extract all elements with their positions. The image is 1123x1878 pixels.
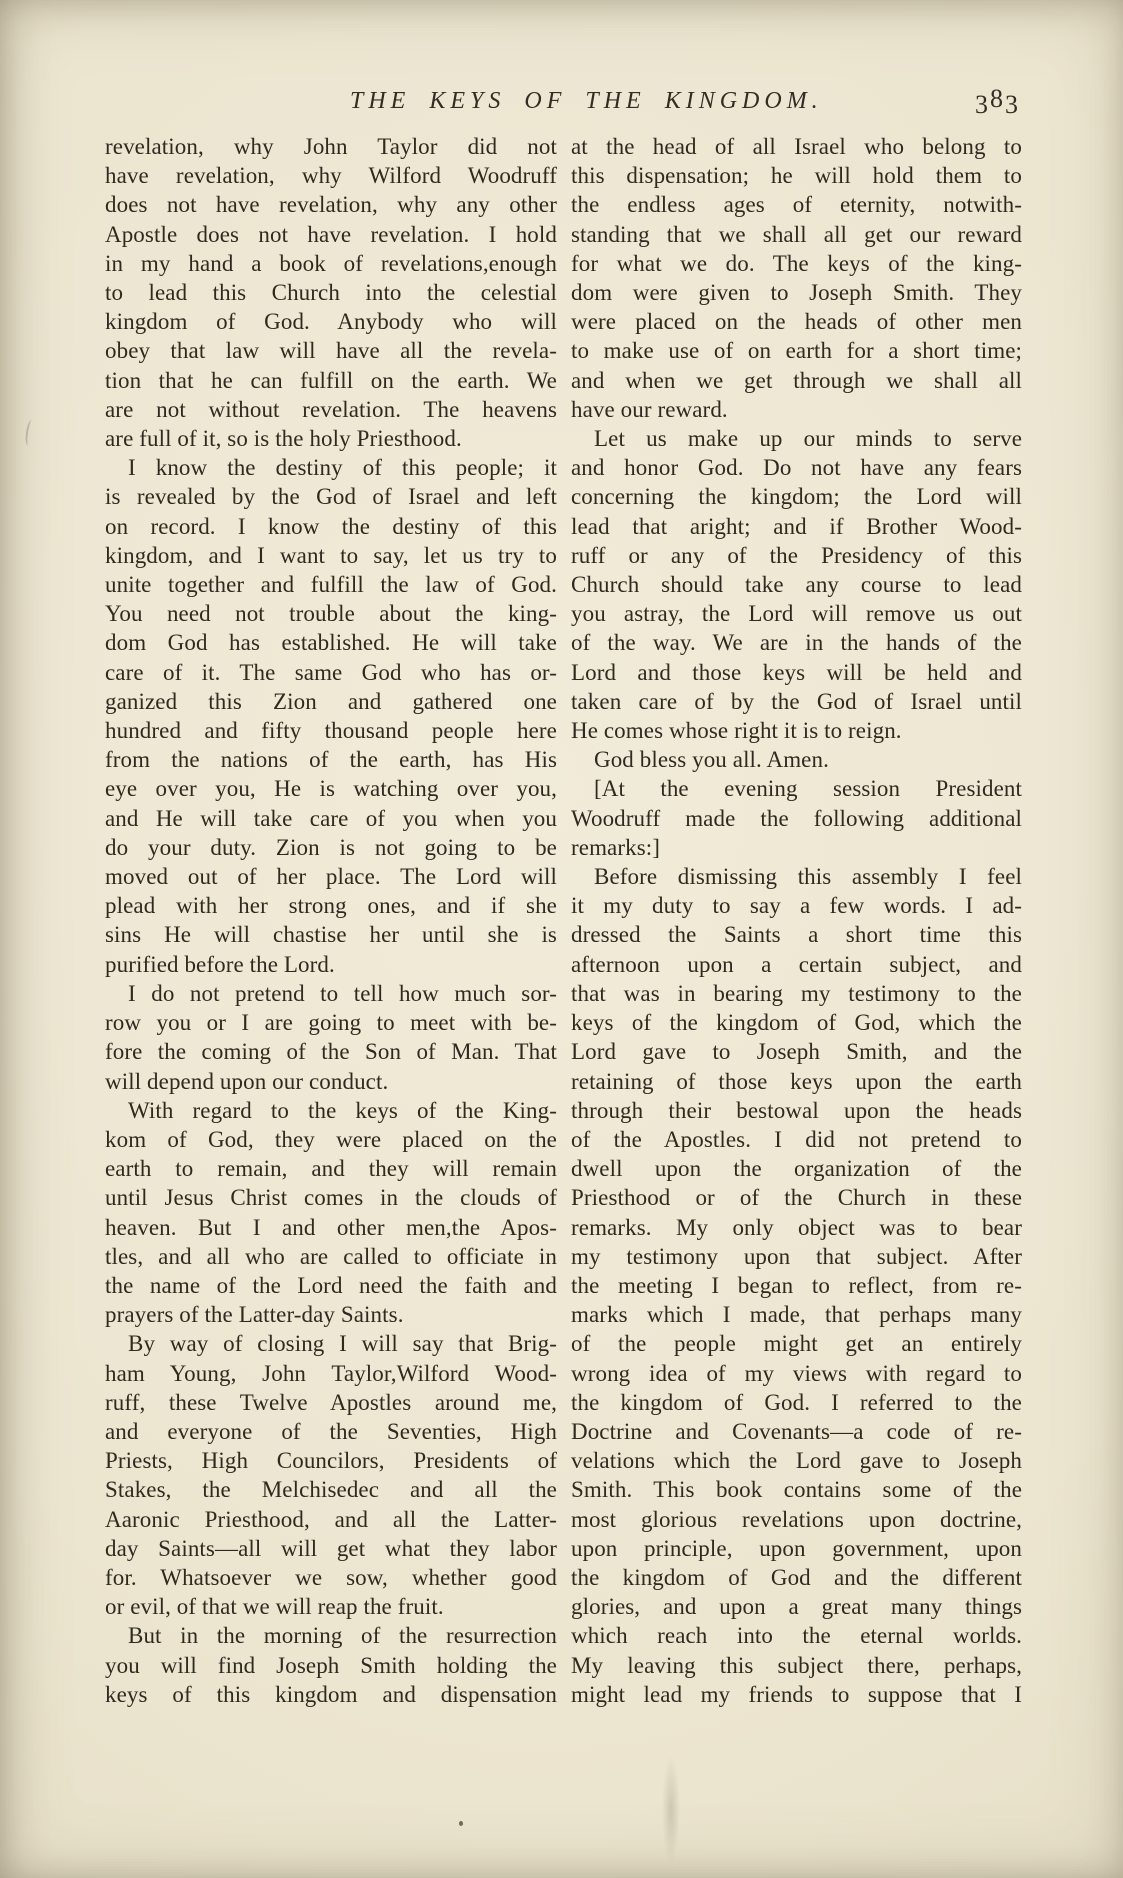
text-line: the name of the Lord need the faith and bbox=[105, 1272, 557, 1298]
text-line: With regard to the keys of the King- bbox=[128, 1097, 557, 1123]
text-line: tion that he can fulfill on the earth. We bbox=[105, 367, 557, 393]
text-line: is revealed by the God of Israel and left bbox=[105, 484, 557, 510]
text-line: concerning the kingdom; the Lord will bbox=[571, 484, 1022, 510]
text-line: unite together and fulfill the law of God. bbox=[105, 572, 557, 598]
text-line: dom were given to Joseph Smith. They bbox=[571, 280, 1022, 306]
text-line: God bless you all. Amen. bbox=[594, 747, 829, 773]
text-line: might lead my friends to suppose that I bbox=[571, 1681, 1022, 1707]
text-line: were placed on the heads of other men bbox=[571, 309, 1022, 335]
text-line: have revelation, why Wilford Woodruff bbox=[105, 163, 557, 189]
text-line: and honor God. Do not have any fears bbox=[571, 455, 1022, 481]
text-line: By way of closing I will say that Brig- bbox=[128, 1331, 557, 1357]
text-line: do your duty. Zion is not going to be bbox=[105, 834, 557, 860]
text-line: my testimony upon that subject. After bbox=[571, 1243, 1022, 1269]
text-line: I do not pretend to tell how much sor- bbox=[128, 980, 557, 1006]
text-line: does not have revelation, why any other bbox=[105, 192, 557, 218]
text-line: kingdom, and I want to say, let us try to bbox=[105, 542, 557, 568]
text-line: [At the evening session President bbox=[594, 776, 1022, 802]
text-line: standing that we shall all get our reward bbox=[571, 221, 1022, 247]
text-line: that was in bearing my testimony to the bbox=[571, 980, 1022, 1006]
text-line: remarks:] bbox=[571, 834, 661, 860]
text-line: Priests, High Councilors, Presidents of bbox=[105, 1448, 557, 1474]
text-line: ham Young, John Taylor,Wilford Wood- bbox=[105, 1360, 557, 1386]
text-line: taken care of by the God of Israel until bbox=[571, 688, 1022, 714]
text-line: will depend upon our conduct. bbox=[105, 1068, 389, 1094]
text-line: have our reward. bbox=[571, 396, 728, 422]
text-line: Stakes, the Melchisedec and all the bbox=[105, 1477, 557, 1503]
text-line: wrong idea of my views with regard to bbox=[571, 1360, 1022, 1386]
text-line: dom God has established. He will take bbox=[105, 630, 557, 656]
text-line: care of it. The same God who has or- bbox=[105, 659, 557, 685]
text-line: earth to remain, and they will remain bbox=[105, 1156, 557, 1182]
text-line: day Saints—all will get what they labor bbox=[105, 1535, 557, 1561]
text-line: glories, and upon a great many things bbox=[571, 1594, 1022, 1620]
text-line: row you or I are going to meet with be- bbox=[105, 1010, 557, 1036]
column-left bbox=[105, 132, 557, 1709]
text-line: Church should take any course to lead bbox=[571, 572, 1022, 598]
text-line: sins He will chastise her until she is bbox=[105, 922, 557, 948]
text-line: purified before the Lord. bbox=[105, 951, 335, 977]
text-line: until Jesus Christ comes in the clouds of bbox=[105, 1185, 557, 1211]
text-line: Aaronic Priesthood, and all the Latter- bbox=[105, 1506, 557, 1532]
text-line: you astray, the Lord will remove us out bbox=[571, 601, 1022, 627]
text-line: ruff, these Twelve Apostles around me, bbox=[105, 1389, 557, 1415]
text-line: You need not trouble about the king- bbox=[105, 601, 557, 627]
text-line: for. Whatsoever we sow, whether good bbox=[105, 1564, 557, 1590]
text-line: are not without revelation. The heavens bbox=[105, 396, 557, 422]
text-line: fore the coming of the Son of Man. That bbox=[105, 1039, 557, 1065]
text-line: through their bestowal upon the heads bbox=[571, 1097, 1022, 1123]
text-line: ruff or any of the Presidency of this bbox=[571, 542, 1022, 568]
text-line: remarks. My only object was to bear bbox=[571, 1214, 1022, 1240]
text-line: of the people might get an entirely bbox=[571, 1331, 1022, 1357]
text-line: for what we do. The keys of the king- bbox=[571, 250, 1022, 276]
text-line: most glorious revelations upon doctrine, bbox=[571, 1506, 1022, 1532]
text-line: are full of it, so is the holy Priesthood. bbox=[105, 426, 462, 452]
text-line: marks which I made, that perhaps many bbox=[571, 1302, 1022, 1328]
text-line: I know the destiny of this people; it bbox=[128, 455, 557, 481]
text-line: eye over you, He is watching over you, bbox=[105, 776, 557, 802]
text-line: upon principle, upon government, upon bbox=[571, 1535, 1022, 1561]
text-line: heaven. But I and other men,the Apos- bbox=[105, 1214, 557, 1240]
text-line: hundred and fifty thousand people here bbox=[105, 718, 557, 744]
text-line: Apostle does not have revelation. I hold bbox=[105, 221, 557, 247]
page-number: 383 bbox=[975, 84, 1020, 119]
text-line: the meeting I began to reflect, from re- bbox=[571, 1272, 1022, 1298]
text-line: retaining of those keys upon the earth bbox=[571, 1068, 1022, 1094]
text-line: He comes whose right it is to reign. bbox=[571, 718, 902, 744]
text-line: prayers of the Latter-day Saints. bbox=[105, 1302, 404, 1328]
text-line: and everyone of the Seventies, High bbox=[105, 1418, 557, 1444]
text-line: Let us make up our minds to serve bbox=[594, 426, 1022, 452]
text-line: the kingdom of God and the different bbox=[571, 1564, 1022, 1590]
text-line: kom of God, they were placed on the bbox=[105, 1126, 557, 1152]
text-line: which reach into the eternal worlds. bbox=[571, 1623, 1022, 1649]
text-line: But in the morning of the resurrection bbox=[128, 1623, 557, 1649]
text-line: moved out of her place. The Lord will bbox=[105, 864, 557, 890]
text-line: the endless ages of eternity, notwith- bbox=[571, 192, 1022, 218]
text-line: plead with her strong ones, and if she bbox=[105, 893, 557, 919]
text-line: from the nations of the earth, has His bbox=[105, 747, 557, 773]
text-line: this dispensation; he will hold them to bbox=[571, 163, 1022, 189]
text-line: Smith. This book contains some of the bbox=[571, 1477, 1022, 1503]
text-line: Lord and those keys will be held and bbox=[571, 659, 1022, 685]
text-line: Doctrine and Covenants—a code of re- bbox=[571, 1418, 1022, 1444]
column-right bbox=[571, 132, 1022, 1709]
text-line: tles, and all who are called to officiate in bbox=[105, 1243, 557, 1269]
text-line: velations which the Lord gave to Joseph bbox=[571, 1448, 1022, 1474]
scan-edge-mark bbox=[24, 420, 36, 447]
text-line: keys of this kingdom and dispensation bbox=[105, 1681, 557, 1707]
text-line: of the way. We are in the hands of the bbox=[571, 630, 1022, 656]
text-line: of the Apostles. I did not pretend to bbox=[571, 1126, 1022, 1152]
text-line: or evil, of that we will reap the fruit. bbox=[105, 1594, 444, 1620]
text-line: at the head of all Israel who belong to bbox=[571, 134, 1022, 159]
text-line: and when we get through we shall all bbox=[571, 367, 1022, 393]
text-line: revelation, why John Taylor did not bbox=[105, 134, 557, 159]
text-line: ganized this Zion and gathered one bbox=[105, 688, 557, 714]
text-line: in my hand a book of revelations,enough bbox=[105, 250, 557, 276]
text-line: My leaving this subject there, perhaps, bbox=[571, 1652, 1022, 1678]
text-line: the kingdom of God. I referred to the bbox=[571, 1389, 1022, 1415]
text-line: Priesthood or of the Church in these bbox=[571, 1185, 1022, 1211]
text-line: on record. I know the destiny of this bbox=[105, 513, 557, 539]
text-line: to lead this Church into the celestial bbox=[105, 280, 557, 306]
text-line: and He will take care of you when you bbox=[105, 805, 557, 831]
text-line: keys of the kingdom of God, which the bbox=[571, 1010, 1022, 1036]
text-line: obey that law will have all the revela- bbox=[105, 338, 557, 364]
text-line: dwell upon the organization of the bbox=[571, 1156, 1022, 1182]
text-line: lead that aright; and if Brother Wood- bbox=[571, 513, 1022, 539]
text-line: it my duty to say a few words. I ad- bbox=[571, 893, 1022, 919]
text-line: kingdom of God. Anybody who will bbox=[105, 309, 557, 335]
running-head-title: THE KEYS OF THE KINGDOM. bbox=[350, 88, 823, 114]
text-line: you will find Joseph Smith holding the bbox=[105, 1652, 557, 1678]
page-smudge bbox=[662, 1755, 680, 1865]
text-line: dressed the Saints a short time this bbox=[571, 922, 1022, 948]
text-line: afternoon upon a certain subject, and bbox=[571, 951, 1022, 977]
text-line: to make use of on earth for a short time; bbox=[571, 338, 1022, 364]
text-line: Lord gave to Joseph Smith, and the bbox=[571, 1039, 1022, 1065]
ink-dot-artifact bbox=[459, 1821, 463, 1826]
text-line: Woodruff made the following additional bbox=[571, 805, 1022, 831]
text-line: Before dismissing this assembly I feel bbox=[594, 864, 1022, 890]
